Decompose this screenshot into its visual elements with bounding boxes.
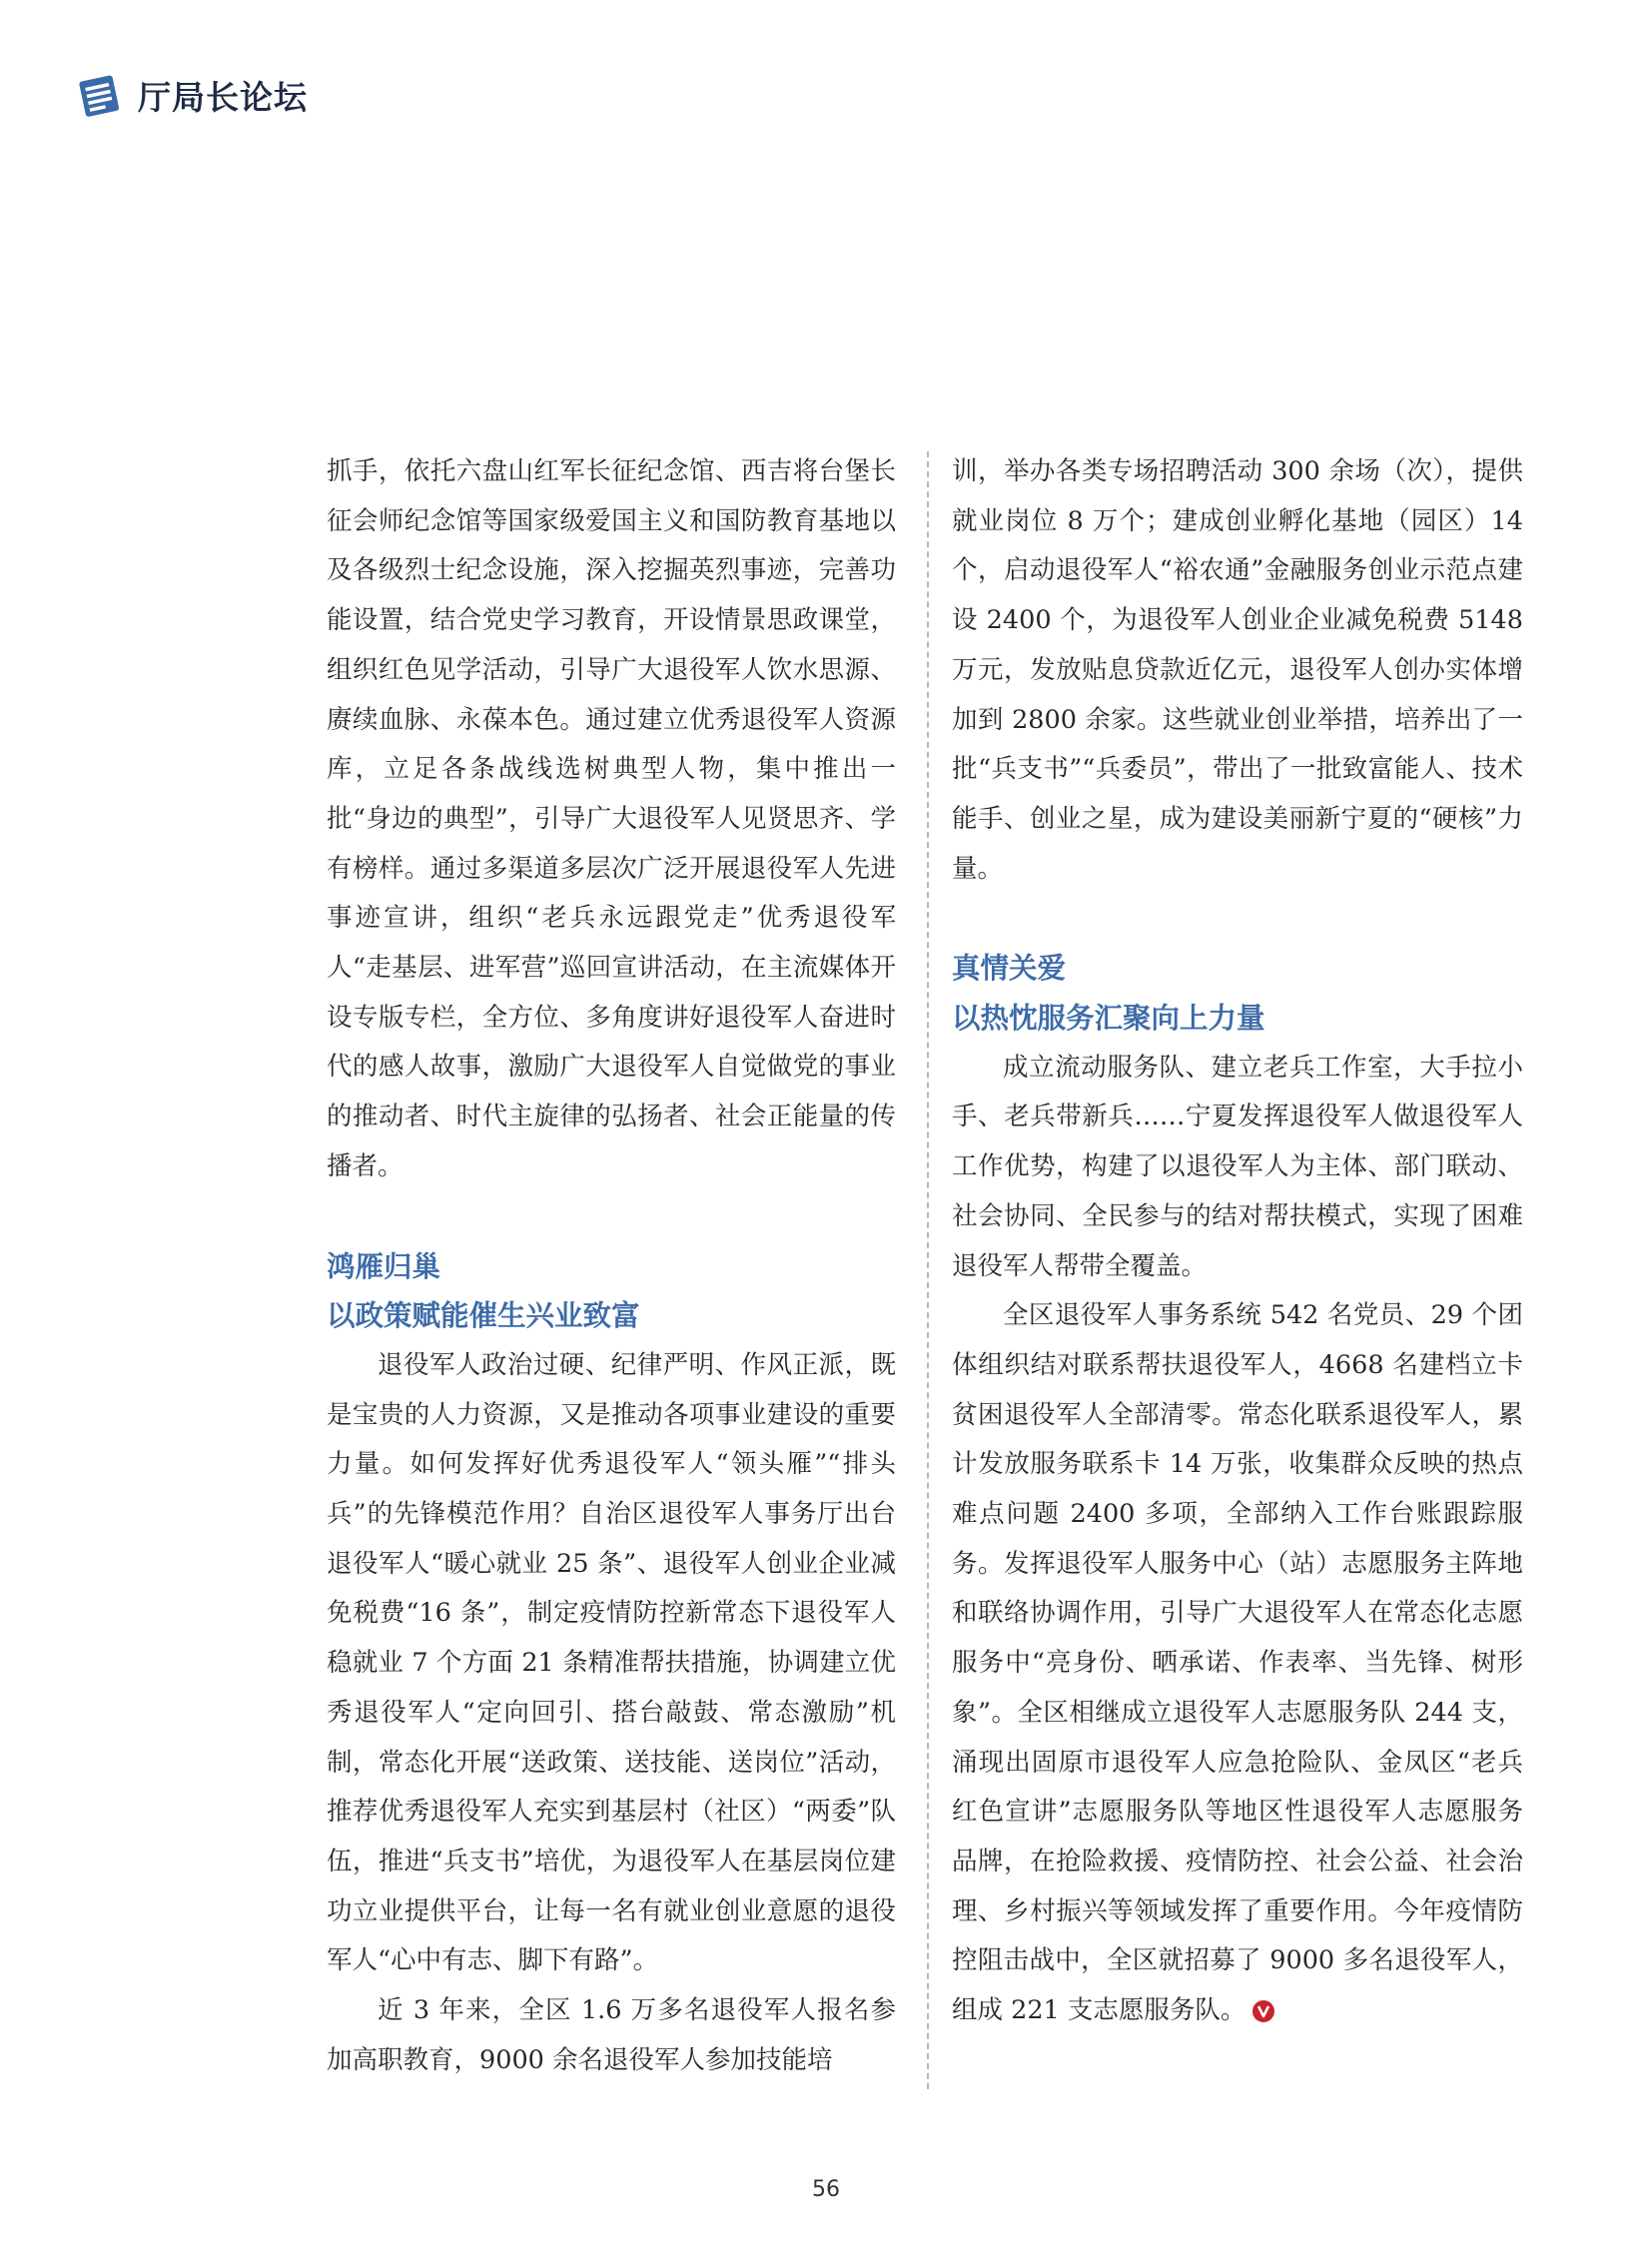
body-paragraph bbox=[952, 1291, 1523, 2036]
body-paragraph-continued: 训，举办各类专场招聘活动 300 余场（次），提供就业岗位 8 万个；建成创业孵化基地（园区）14 个，启动退役军人“裕农通”金融服务创业示范点建设 2400 个，为退役军人创业企业减免税费 5148 万元，发放贴息贷款近亿元，退役军人创办实体增加到 2800 余家。这些就业创业举措，培养出了一批“兵支书”“兵委员”，带出了一批致富能人、技术能手、创业之星，成为建设美丽新宁夏的“硬核”力量。 bbox=[952, 456, 1523, 884]
page-number: 56 bbox=[812, 2177, 840, 2202]
column-divider bbox=[927, 451, 929, 2089]
page-header bbox=[76, 70, 308, 120]
intro-paragraph: 抓手，依托六盘山红军长征纪念馆、西吉将台堡长征会师纪念馆等国家级爱国主义和国防教育基地以及各级烈士纪念设施，深入挖掘英烈事迹，完善功能设置，结合党史学习教育，开设情景思政课堂，组织红色见学活动，引导广大退役军人饮水思源、赓续血脉、永葆本色。通过建立优秀退役军人资源库，立足各条战线选树典型人物，集中推出一批“身边的典型”，引导广大退役军人见贤思齐、学有榜样。通过多渠道多层次广泛开展退役军人先进事迹宣讲，组织“老兵永远跟党走”优秀退役军人“走基层、进军营”巡回宣讲活动，在主流媒体开设专版专栏，全方位、多角度讲好退役军人奋进时代的感人故事，激励广大退役军人自觉做党的事业的推动者、时代主旋律的弘扬者、社会正能量的传播者。 bbox=[327, 456, 896, 1181]
body-paragraph: 近 3 年来，全区 1.6 万多名退役军人报名参加高职教育，9000 余名退役军人参加技能培 bbox=[327, 1995, 896, 2075]
body-paragraph-text: 全区退役军人事务系统 542 名党员、29 个团体组织结对联系帮扶退役军人，4668 名建档立卡贫困退役军人全部清零。常态化联系退役军人，累计发放服务联系卡 14 万张，收集群众反映的热点难点问题 2400 多项，全部纳入工作台账跟踪服务。发挥退役军人服务中心（站）志愿服务主阵地和联络协调作用，引导广大退役军人在常态化志愿服务中“亮身份、晒承诺、作表率、当先锋、树形象”。全区相继成立退役军人志愿服务队 244 支，涌现出固原市退役军人应急抢险队、金凤区“老兵红色宣讲”志愿服务队等地区性退役军人志愿服务品牌，在抢险救援、疫情防控、社会公益、社会治理、乡村振兴等领域发挥了重要作用。今年疫情防控阻击战中，全区就招募了 9000 多名退役军人，组成 221 支志愿服务队。 bbox=[952, 1300, 1523, 2026]
left-column bbox=[327, 447, 896, 2086]
stacked-documents-icon bbox=[76, 70, 124, 120]
subhead-care bbox=[952, 944, 1523, 1043]
body-paragraph: 成立流动服务队、建立老兵工作室，大手拉小手、老兵带新兵……宁夏发挥退役军人做退役军人工作优势，构建了以退役军人为主体、部门联动、社会协同、全民参与的结对帮扶模式，实现了困难退役军人帮带全覆盖。 bbox=[952, 1052, 1523, 1281]
subhead-homecoming bbox=[327, 1242, 896, 1341]
subhead-subtitle: 以政策赋能催生兴业致富 bbox=[327, 1299, 640, 1333]
v-end-mark-icon bbox=[1251, 1999, 1275, 2023]
body-paragraph: 退役军人政治过硬、纪律严明、作风正派，既是宝贵的人力资源，又是推动各项事业建设的重要力量。如何发挥好优秀退役军人“领头雁”“排头兵”的先锋模范作用？自治区退役军人事务厅出台退役军人“暖心就业 25 条”、退役军人创业企业减免税费“16 条”，制定疫情防控新常态下退役军人稳就业 7 个方面 21 条精准帮扶措施，协调建立优秀退役军人“定向回引、搭台敲鼓、常态激励”机制，常态化开展“送政策、送技能、送岗位”活动，推荐优秀退役军人充实到基层村（社区）“两委”队伍，推进“兵支书”培优，为退役军人在基层岗位建功立业提供平台，让每一名有就业创业意愿的退役军人“心中有志、脚下有路”。 bbox=[327, 1349, 896, 1976]
subhead-subtitle: 以热忱服务汇聚向上力量 bbox=[952, 1002, 1265, 1036]
subhead-title: 鸿雁归巢 bbox=[327, 1249, 441, 1283]
section-title: 厅局长论坛 bbox=[138, 77, 308, 117]
subhead-title: 真情关爱 bbox=[952, 952, 1067, 986]
right-column bbox=[952, 447, 1523, 2036]
